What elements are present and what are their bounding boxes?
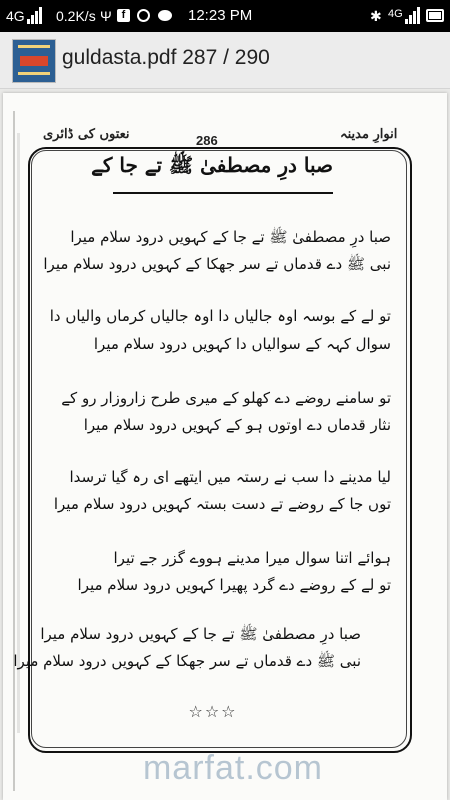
- verse-line: ہوائے اتنا سوال میرا مدینے ہووے گزر جے تیرا: [113, 549, 391, 567]
- verse-line: تو سامنے روضے دے کھلو کے میری طرح زاروزار رو کے: [61, 389, 391, 407]
- pdf-viewer[interactable]: [0, 89, 450, 800]
- bluetooth-icon: ✱: [370, 8, 382, 24]
- watermark: marfat.com: [142, 749, 324, 787]
- data-rate-label: 0.2K/s: [56, 8, 96, 24]
- usb-icon: Ψ: [100, 8, 112, 24]
- verse-line: صبا درِ مصطفیٰ ﷺ تے جا کے کہویں درود سلام میرا: [70, 228, 391, 246]
- status-bar: [0, 0, 450, 32]
- signal-strength-icon: [27, 7, 43, 24]
- page-header-right: انوارِ مدینہ: [340, 127, 398, 142]
- whatsapp-icon: [137, 9, 150, 22]
- poem-heading: صبا درِ مصطفیٰ ﷺ تے جا کے: [91, 153, 333, 177]
- signal-strength-right-icon: [405, 7, 421, 24]
- clock: 12:23 PM: [188, 7, 253, 24]
- page-header-left: نعتوں کی ڈائری: [43, 127, 130, 142]
- verse-line: تو لے کے روضے دے گرد پھیرا کہویں درود سلام میرا: [77, 576, 391, 594]
- app-logo-icon[interactable]: [12, 39, 56, 83]
- verse-line: لیا مدینے دا سب نے رستہ میں ایتھے ای رہ گیا ترسدا: [69, 468, 391, 486]
- star-ornament: ☆☆☆: [188, 702, 238, 721]
- app-bar: [0, 32, 450, 89]
- heading-underline: [113, 192, 333, 194]
- page-number: 286: [196, 133, 218, 148]
- battery-icon: [426, 9, 444, 22]
- network-type-right-label: 4G: [388, 8, 403, 20]
- verse-line: نثار قدماں دے اوتوں ہو کے کہویں درود سلام میرا: [83, 416, 391, 434]
- verse-line: نبی ﷺ دے قدماں تے سر جھکا کے کہویں درود سلام میرا: [43, 255, 391, 273]
- network-type-label: 4G: [6, 8, 25, 24]
- facebook-icon: f: [117, 9, 130, 22]
- verse-line: توں جا کے روضے تے دست بستہ کہویں درود سلام میرا: [53, 495, 391, 513]
- chat-bubble-icon: [158, 10, 172, 21]
- verse-line: تو لے کے بوسہ اوہ جالیاں دا اوہ جالیاں کرماں والیاں دا: [49, 307, 391, 325]
- page-bleed-shadow: [17, 133, 20, 733]
- pdf-page[interactable]: [3, 93, 447, 800]
- verse-line: سوال کہہ کے سوالیاں دا کہویں درود سلام میرا: [93, 335, 391, 353]
- page-binding-edge: [13, 111, 15, 791]
- verse-line: صبا درِ مصطفیٰ ﷺ تے جا کے کہویں درود سلام میرا: [40, 625, 361, 643]
- verse-line: نبی ﷺ دے قدماں تے سر جھکا کے کہویں درود سلام میرا: [13, 652, 361, 670]
- document-title: guldasta.pdf 287 / 290: [62, 46, 270, 69]
